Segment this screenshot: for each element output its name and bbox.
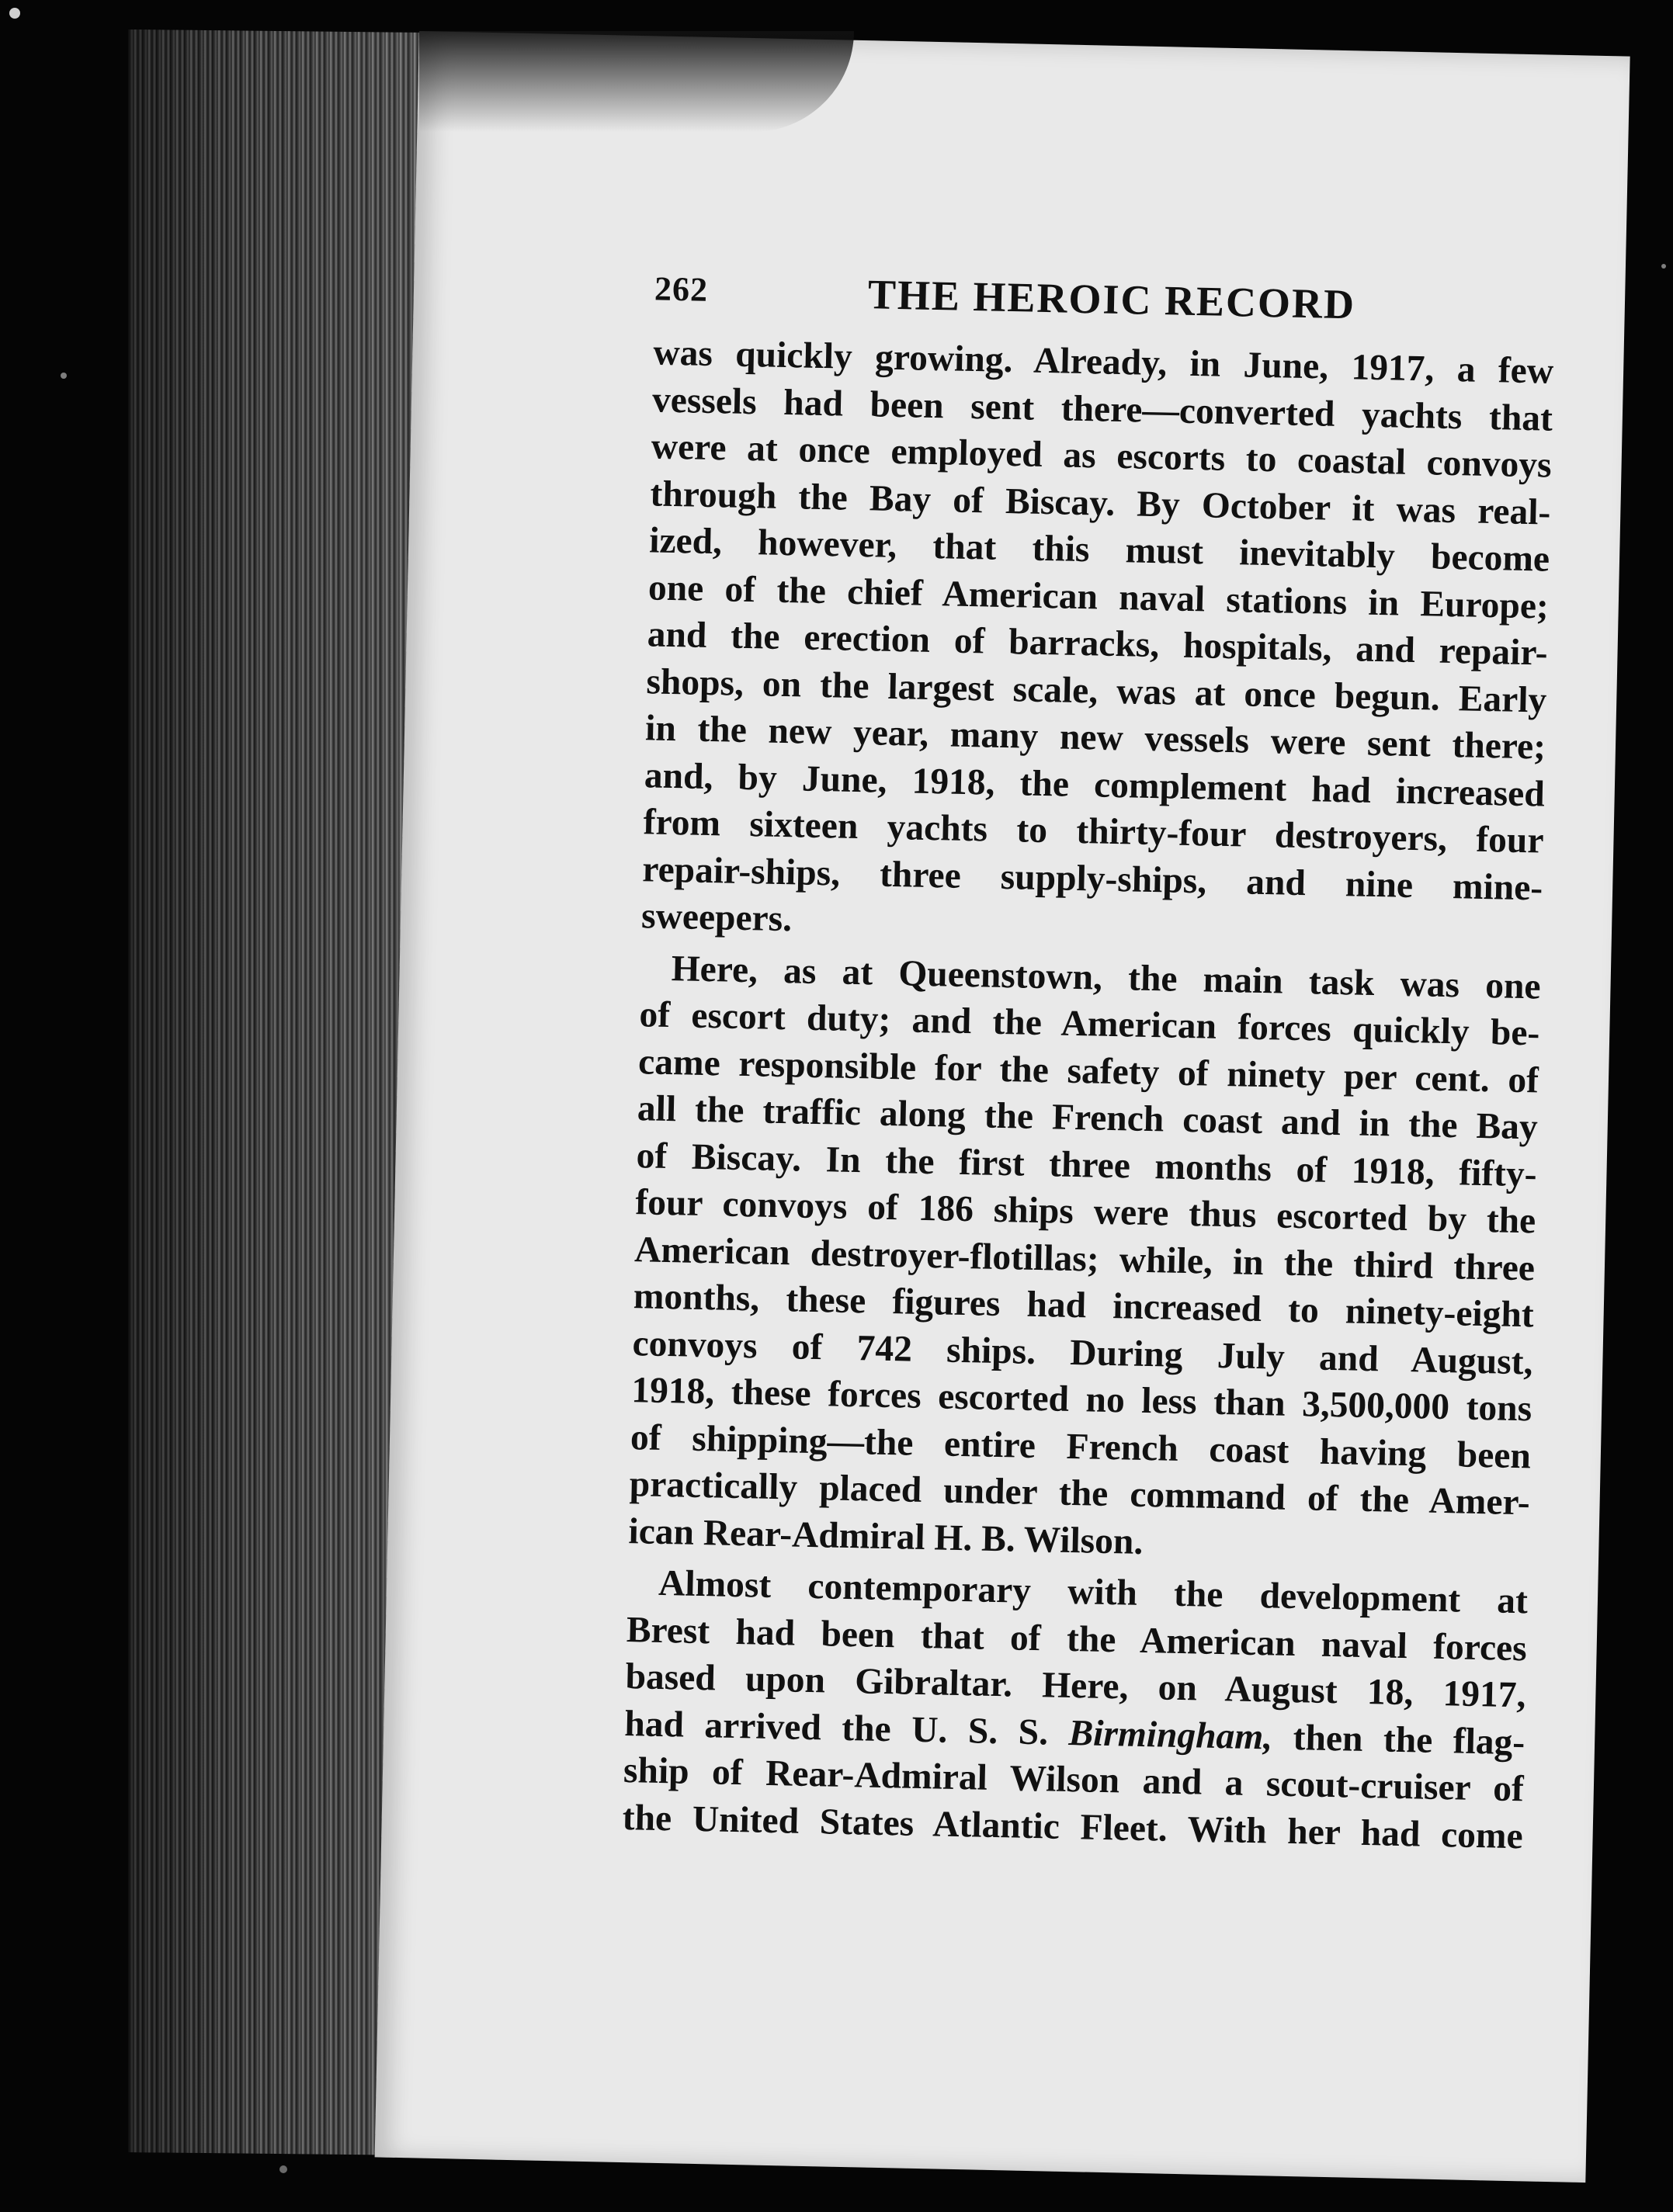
scan-speck [61, 373, 67, 379]
scan-speck [1661, 264, 1666, 269]
text-line: and the erection of barracks, hospitals, and repair- [647, 614, 1549, 674]
text-line: came responsible for the safety of ninety per cent. of [637, 1041, 1539, 1101]
text-line: ship of Rear-Admiral Wilson and a scout-cruiser of [623, 1750, 1525, 1810]
text-line: 1918, these forces escorted no less than 3,500,000 tons [630, 1370, 1532, 1430]
text-line: all the traffic along the French coast and in the Bay [637, 1088, 1539, 1148]
text-line: and, by June, 1918, the complement had increased [644, 754, 1546, 815]
text-line: vessels had been sent there—converted yachts that [651, 379, 1553, 439]
paragraph-3 [622, 1559, 1528, 1860]
text-line: Brest had been that of the American naval forces [626, 1609, 1528, 1669]
scan-speck [9, 8, 20, 19]
text-line: practically placed under the command of the Amer- [629, 1464, 1531, 1524]
text-line: repair-ships, three supply-ships, and nine mine- [641, 848, 1543, 909]
text-line: shops, on the largest scale, was at once begun. Early [645, 660, 1547, 721]
scan-speck [279, 2165, 287, 2173]
text-line: months, these figures had increased to ninety-eight [633, 1276, 1535, 1336]
running-head [654, 261, 1555, 342]
text-line: from sixteen yachts to thirty-four destroyers, four [643, 802, 1545, 862]
text-line: of shipping—the entire French coast having been [630, 1416, 1532, 1476]
text-line: sweepers. [640, 896, 793, 940]
text-line: American destroyer-flotillas; while, in the third three [633, 1229, 1536, 1288]
book-page [375, 31, 1630, 2183]
text-line: were at once employed as escorts to coastal convoys [651, 426, 1553, 486]
text-line: through the Bay of Biscay. By October it was real- [650, 473, 1551, 533]
running-title: THE HEROIC RECORD [867, 271, 1356, 328]
text-line: was quickly growing. Already, in June, 1917, a few [652, 332, 1554, 392]
text-line: one of the chief American naval stations in Europe; [647, 567, 1550, 627]
text-line: convoys of 742 ships. During July and August, [632, 1323, 1533, 1382]
text-line: Here, as at Queenstown, the main task was one [671, 948, 1542, 1007]
text-line: of Biscay. In the first three months of 1918, fifty- [636, 1135, 1538, 1194]
paragraph-2 [628, 945, 1541, 1574]
text-line: Almost contemporary with the development at [658, 1562, 1529, 1622]
text-line: four convoys of 186 ships were thus escorted by the [634, 1182, 1536, 1242]
page-number: 262 [654, 269, 709, 309]
text-line: ican Rear-Admiral H. B. Wilson. [628, 1510, 1144, 1562]
text-line: in the new year, many new vessels were sent there; [644, 708, 1546, 768]
text-line: based upon Gibraltar. Here, on August 18, 1917, [625, 1656, 1526, 1716]
paragraph-1 [641, 329, 1554, 959]
page-text-block [622, 261, 1555, 1860]
text-line: ized, however, that this must inevitably become [648, 520, 1550, 580]
ship-name: Birmingham, [1068, 1712, 1273, 1757]
text-segment: then the flag- [1272, 1717, 1525, 1763]
page-top-shadow [419, 31, 854, 132]
text-line: the United States Atlantic Fleet. With her had come [622, 1797, 1524, 1857]
text-line: of escort duty; and the American forces quickly be- [638, 994, 1540, 1054]
text-segment: had arrived the U. S. S. [623, 1703, 1049, 1753]
